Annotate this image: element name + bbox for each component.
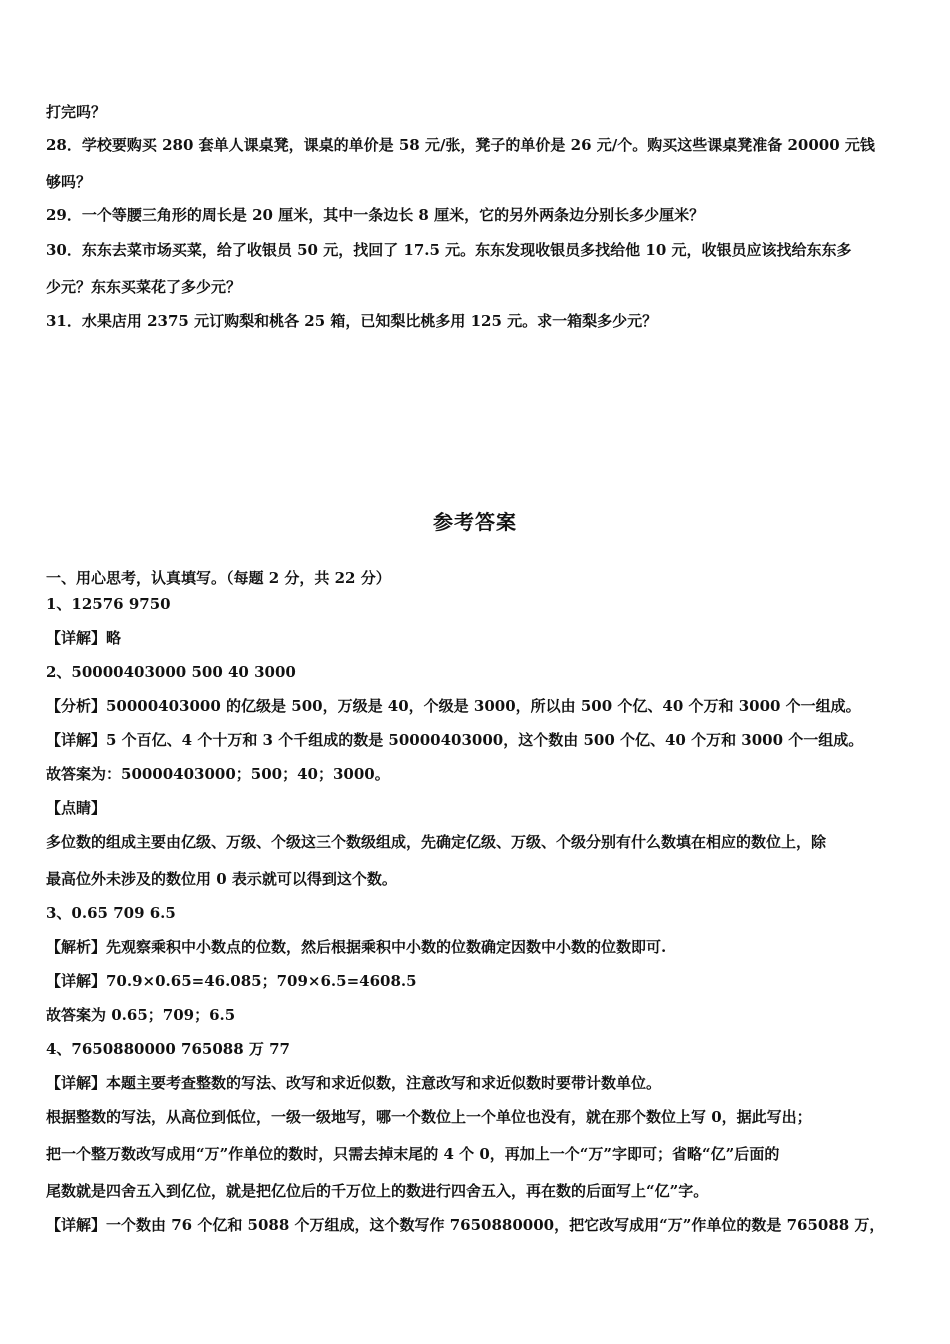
answer-line: 3、0.65 709 6.5 bbox=[46, 904, 176, 922]
answer-line: 【分析】50000403000 的亿级是 500，万级是 40，个级是 3000，所以由 500 个亿、40 个万和 3000 个一组成。 bbox=[46, 697, 861, 715]
question-line: 够吗？ bbox=[46, 173, 92, 191]
answer-line: 【详解】一个数由 76 个亿和 5088 个万组成，这个数写作 7650880000，把它改写成用“万”作单位的数是 765088 万， bbox=[46, 1216, 885, 1234]
answer-line: 最高位外未涉及的数位用 0 表示就可以得到这个数。 bbox=[46, 870, 397, 888]
answer-line: 2、50000403000 500 40 3000 bbox=[46, 663, 296, 681]
answer-line: 【点睛】 bbox=[46, 799, 107, 817]
answer-line: 【详解】5 个百亿、4 个十万和 3 个千组成的数是 50000403000，这个数由 500 个亿、40 个万和 3000 个一组成。 bbox=[46, 731, 864, 749]
answer-title: 参考答案 bbox=[433, 510, 517, 534]
answer-line: 多位数的组成主要由亿级、万级、个级这三个数级组成，先确定亿级、万级、个级分别有什么数填在相应的数位上，除 bbox=[46, 833, 827, 851]
question-29: 29．一个等腰三角形的周长是 20 厘米，其中一条边长 8 厘米，它的另外两条边分别长多少厘米？ bbox=[46, 206, 705, 224]
answer-line: 1、12576 9750 bbox=[46, 595, 171, 613]
question-31: 31．水果店用 2375 元订购梨和桃各 25 箱，已知梨比桃多用 125 元。求一箱梨多少元？ bbox=[46, 312, 658, 330]
question-line: 打完吗？ bbox=[46, 103, 107, 121]
answer-line: 尾数就是四舍五入到亿位，就是把亿位后的千万位上的数进行四舍五入，再在数的后面写上“亿”字。 bbox=[46, 1182, 709, 1200]
answer-line: 根据整数的写法，从高位到低位，一级一级地写，哪一个数位上一个单位也没有，就在那个数位上写 0，据此写出； bbox=[46, 1108, 812, 1126]
answer-line: 【解析】先观察乘积中小数点的位数，然后根据乘积中小数的位数确定因数中小数的位数即可. bbox=[46, 938, 667, 956]
question-30: 30．东东去菜市场买菜，给了收银员 50 元，找回了 17.5 元。东东发现收银员多找给他 10 元，收银员应该找给东东多 bbox=[46, 241, 852, 259]
section-heading: 一、用心思考，认真填写。（每题 2 分，共 22 分） bbox=[46, 569, 391, 587]
answer-line: 故答案为：50000403000；500；40；3000。 bbox=[46, 765, 390, 783]
answer-line: 把一个整万数改写成用“万”作单位的数时，只需去掉末尾的 4 个 0，再加上一个“万”字即可；省略“亿”后面的 bbox=[46, 1145, 780, 1163]
answer-line: 故答案为 0.65；709；6.5 bbox=[46, 1006, 236, 1024]
answer-line: 【详解】本题主要考查整数的写法、改写和求近似数，注意改写和求近似数时要带计数单位。 bbox=[46, 1074, 662, 1092]
answer-line: 【详解】70.9×0.65=46.085；709×6.5=4608.5 bbox=[46, 972, 417, 990]
answer-line: 【详解】略 bbox=[46, 629, 122, 647]
question-line: 少元？东东买菜花了多少元？ bbox=[46, 278, 242, 296]
answer-line: 4、7650880000 765088 万 77 bbox=[46, 1040, 290, 1058]
question-28: 28．学校要购买 280 套单人课桌凳，课桌的单价是 58 元/张，凳子的单价是 26 元/个。购买这些课桌凳准备 20000 元钱 bbox=[46, 136, 875, 154]
